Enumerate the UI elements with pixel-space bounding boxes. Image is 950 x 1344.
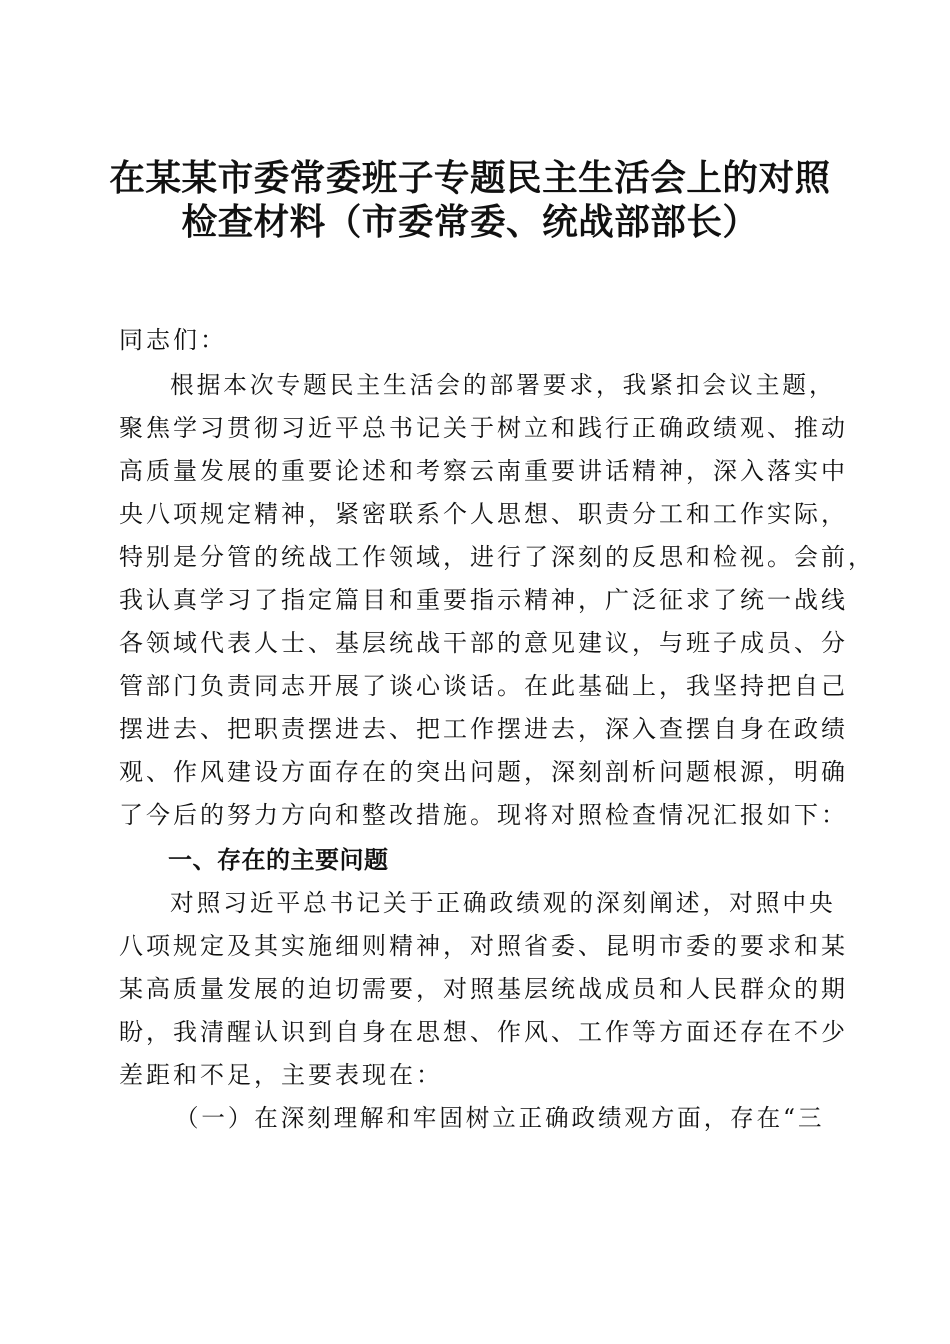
paragraph-1-line: 特别是分管的统战工作领域，进行了深刻的反思和检视。会前， — [119, 543, 875, 571]
paragraph-1-line: 观、作风建设方面存在的突出问题，深刻剖析问题根源，明确 — [119, 758, 848, 786]
document-title-line-2: 检查材料（市委常委、统战部部长） — [181, 201, 759, 243]
paragraph-2-line: 对照习近平总书记关于正确政绩观的深刻阐述，对照中央 — [170, 889, 836, 917]
paragraph-1-line: 根据本次专题民主生活会的部署要求，我紧扣会议主题， — [170, 371, 836, 399]
paragraph-1-line: 央八项规定精神，紧密联系个人思想、职责分工和工作实际， — [119, 500, 848, 528]
paragraph-1-line: 我认真学习了指定篇目和重要指示精神，广泛征求了统一战线 — [119, 586, 848, 614]
paragraph-1-line: 聚焦学习贯彻习近平总书记关于树立和践行正确政绩观、推动 — [119, 414, 848, 442]
salutation: 同志们： — [119, 326, 227, 354]
paragraph-1-line: 摆进去、把职责摆进去、把工作摆进去，深入查摆自身在政绩 — [119, 715, 848, 743]
paragraph-2-line: 某高质量发展的迫切需要，对照基层统战成员和人民群众的期 — [119, 975, 848, 1003]
paragraph-1-line: 管部门负责同志开展了谈心谈话。在此基础上，我坚持把自己 — [119, 672, 848, 700]
paragraph-2-line: 盼，我清醒认识到自身在思想、作风、工作等方面还存在不少 — [119, 1018, 848, 1046]
paragraph-1-line: 了今后的努力方向和整改措施。现将对照检查情况汇报如下： — [119, 801, 848, 829]
subsection-heading-1: （一）在深刻理解和牢固树立正确政绩观方面，存在“三 — [175, 1104, 825, 1132]
paragraph-1-line: 高质量发展的重要论述和考察云南重要讲话精神，深入落实中 — [119, 457, 848, 485]
paragraph-1-line: 各领域代表人士、基层统战干部的意见建议，与班子成员、分 — [119, 629, 848, 657]
paragraph-2-line: 八项规定及其实施细则精神，对照省委、昆明市委的要求和某 — [119, 932, 848, 960]
paragraph-2-line: 差距和不足，主要表现在： — [119, 1061, 443, 1089]
section-heading-1: 一、存在的主要问题 — [168, 846, 389, 874]
document-title-line-1: 在某某市委常委班子专题民主生活会上的对照 — [109, 157, 831, 199]
